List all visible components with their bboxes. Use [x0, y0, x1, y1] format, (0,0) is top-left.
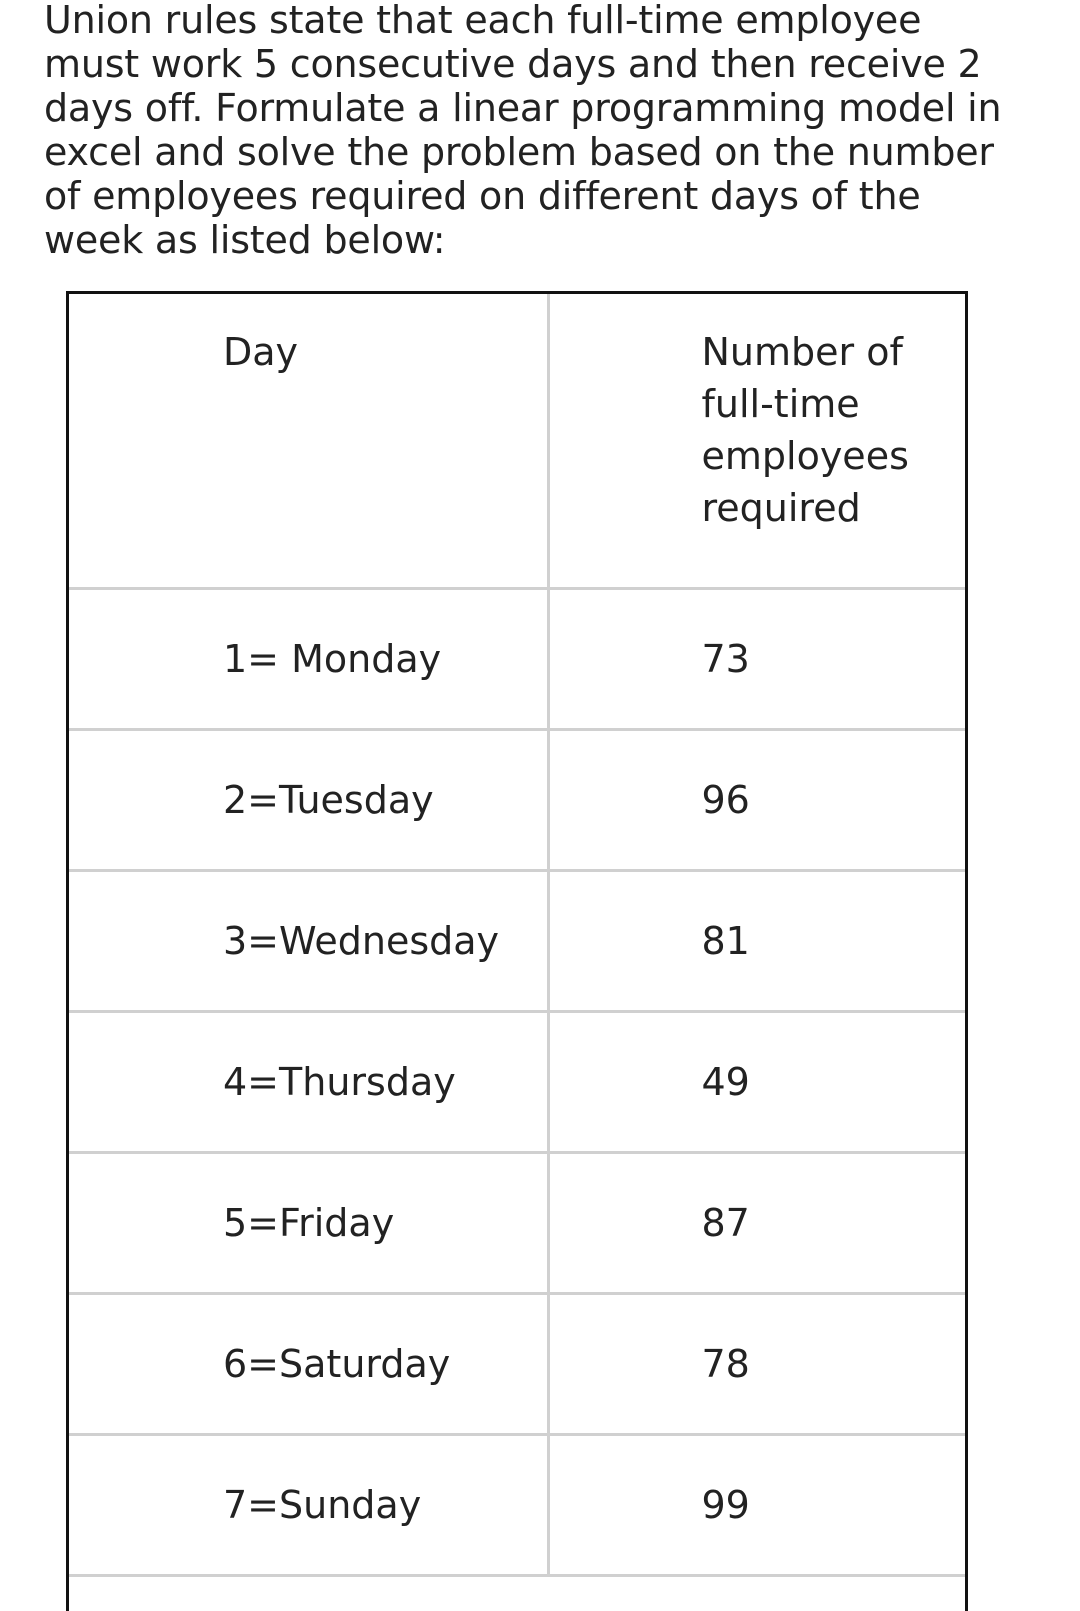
row-required: 49 — [548, 1011, 965, 1152]
row-day: 4=Thursday — [69, 1011, 548, 1152]
row-required: 73 — [548, 588, 965, 729]
table-row — [69, 1011, 965, 1152]
row-day: 5=Friday — [69, 1152, 548, 1293]
row-day: 1= Monday — [69, 588, 548, 729]
row-day: 2=Tuesday — [69, 729, 548, 870]
row-required: 87 — [548, 1152, 965, 1293]
table-row — [69, 729, 965, 870]
row-required: 81 — [548, 870, 965, 1011]
table-row — [69, 1434, 965, 1575]
table-header-row — [69, 294, 965, 588]
row-day: 3=Wednesday — [69, 870, 548, 1011]
table-row — [69, 588, 965, 729]
table-row — [69, 1293, 965, 1434]
table-row — [69, 1152, 965, 1293]
header-day: Day — [69, 294, 548, 588]
row-day: 7=Sunday — [69, 1434, 548, 1575]
row-required: 96 — [548, 729, 965, 870]
staffing-table-grid — [69, 294, 965, 1577]
row-day: 6=Saturday — [69, 1293, 548, 1434]
table-row — [69, 870, 965, 1011]
row-required: 99 — [548, 1434, 965, 1575]
header-employees-required: Number of full-time employees required — [548, 294, 965, 588]
row-required: 78 — [548, 1293, 965, 1434]
staffing-table — [66, 291, 968, 1611]
question-text: Union rules state that each full-time employee must work 5 consecutive days and then receive 2 days off. Formulate a linear programming model in excel and solve the problem based on the number of employees required on different days of the week as listed below: — [44, 0, 1002, 262]
